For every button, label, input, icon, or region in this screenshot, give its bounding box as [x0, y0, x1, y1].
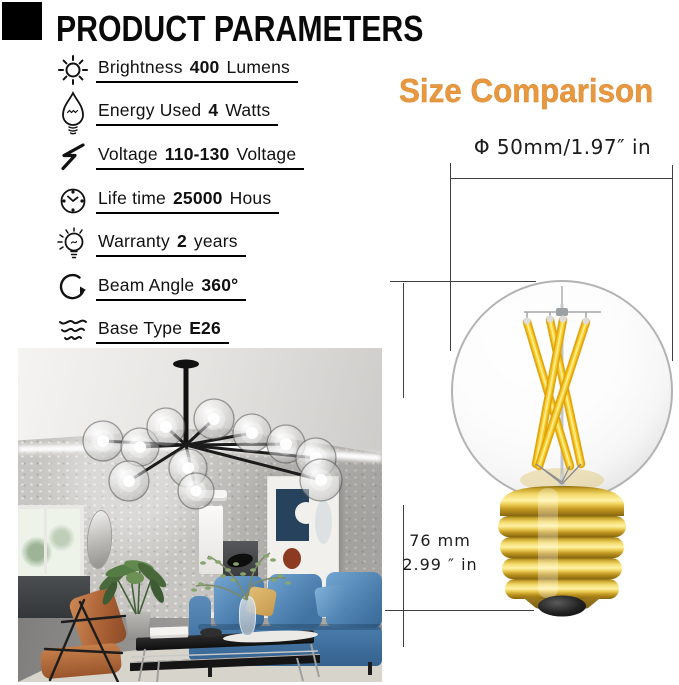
lightning-icon [50, 142, 96, 172]
living-room-photo [18, 348, 382, 682]
param-text [96, 100, 278, 126]
chandelier-globes [83, 399, 342, 509]
param-value: E26 [189, 318, 221, 339]
param-text [96, 144, 304, 170]
param-text [96, 318, 229, 344]
param-value: 2 [176, 231, 187, 252]
param-value: 360° [201, 274, 239, 295]
param-label: Base Type [98, 318, 183, 339]
parameter-list [50, 48, 350, 353]
param-text [96, 188, 279, 214]
height-label-mm: 76 mm [409, 531, 471, 550]
param-row-energy [50, 92, 350, 136]
param-label: Energy Used [98, 100, 202, 121]
param-row-beam-angle [50, 266, 350, 310]
param-row-brightness [50, 48, 350, 92]
param-text [96, 57, 298, 83]
param-suffix: years [193, 231, 238, 252]
e26-screw-base [498, 486, 626, 617]
param-value: 4 [208, 100, 219, 121]
param-label: Beam Angle [98, 274, 195, 295]
param-suffix: Watts [225, 100, 271, 121]
candle-bulb-icon [50, 91, 96, 135]
height-label-in: 2.99 ″ in [402, 555, 478, 574]
param-value: 110-130 [164, 143, 230, 164]
sun-icon [50, 54, 96, 86]
param-value: 25000 [172, 187, 223, 208]
idea-bulb-icon [50, 227, 96, 261]
screw-base-icon [50, 317, 96, 345]
param-label: Voltage [98, 143, 158, 164]
param-label: Life time [98, 187, 166, 208]
param-row-warranty [50, 222, 350, 266]
table-legs [131, 644, 319, 682]
vase-branches [191, 553, 291, 600]
param-text [96, 231, 246, 257]
clock-icon [50, 187, 96, 215]
beam-angle-icon [50, 273, 96, 303]
diameter-dimension-line [450, 178, 673, 179]
black-square-decoration [2, 2, 42, 40]
param-label: Brightness [98, 56, 183, 77]
base-contact-tip [538, 596, 586, 617]
param-row-base-type [50, 310, 350, 354]
param-label: Warranty [98, 231, 170, 252]
potted-plant-leaves [97, 558, 170, 614]
height-dimension-line-upper [403, 283, 404, 398]
scene-linework [18, 348, 382, 682]
param-value: 400 [189, 56, 220, 77]
filament-bulb-photo [440, 270, 679, 660]
page-title: PRODUCT PARAMETERS [56, 8, 424, 49]
size-comparison-title: Size Comparison [399, 72, 654, 109]
param-suffix: Lumens [226, 56, 290, 77]
param-row-voltage [50, 135, 350, 179]
param-row-lifetime [50, 179, 350, 223]
param-text [96, 275, 246, 301]
param-suffix: Hous [229, 187, 272, 208]
param-suffix: Voltage [236, 143, 297, 164]
chandelier [83, 360, 342, 510]
chair-frame [45, 600, 125, 682]
diameter-label: Φ 50mm/1.97″ in [473, 135, 652, 159]
